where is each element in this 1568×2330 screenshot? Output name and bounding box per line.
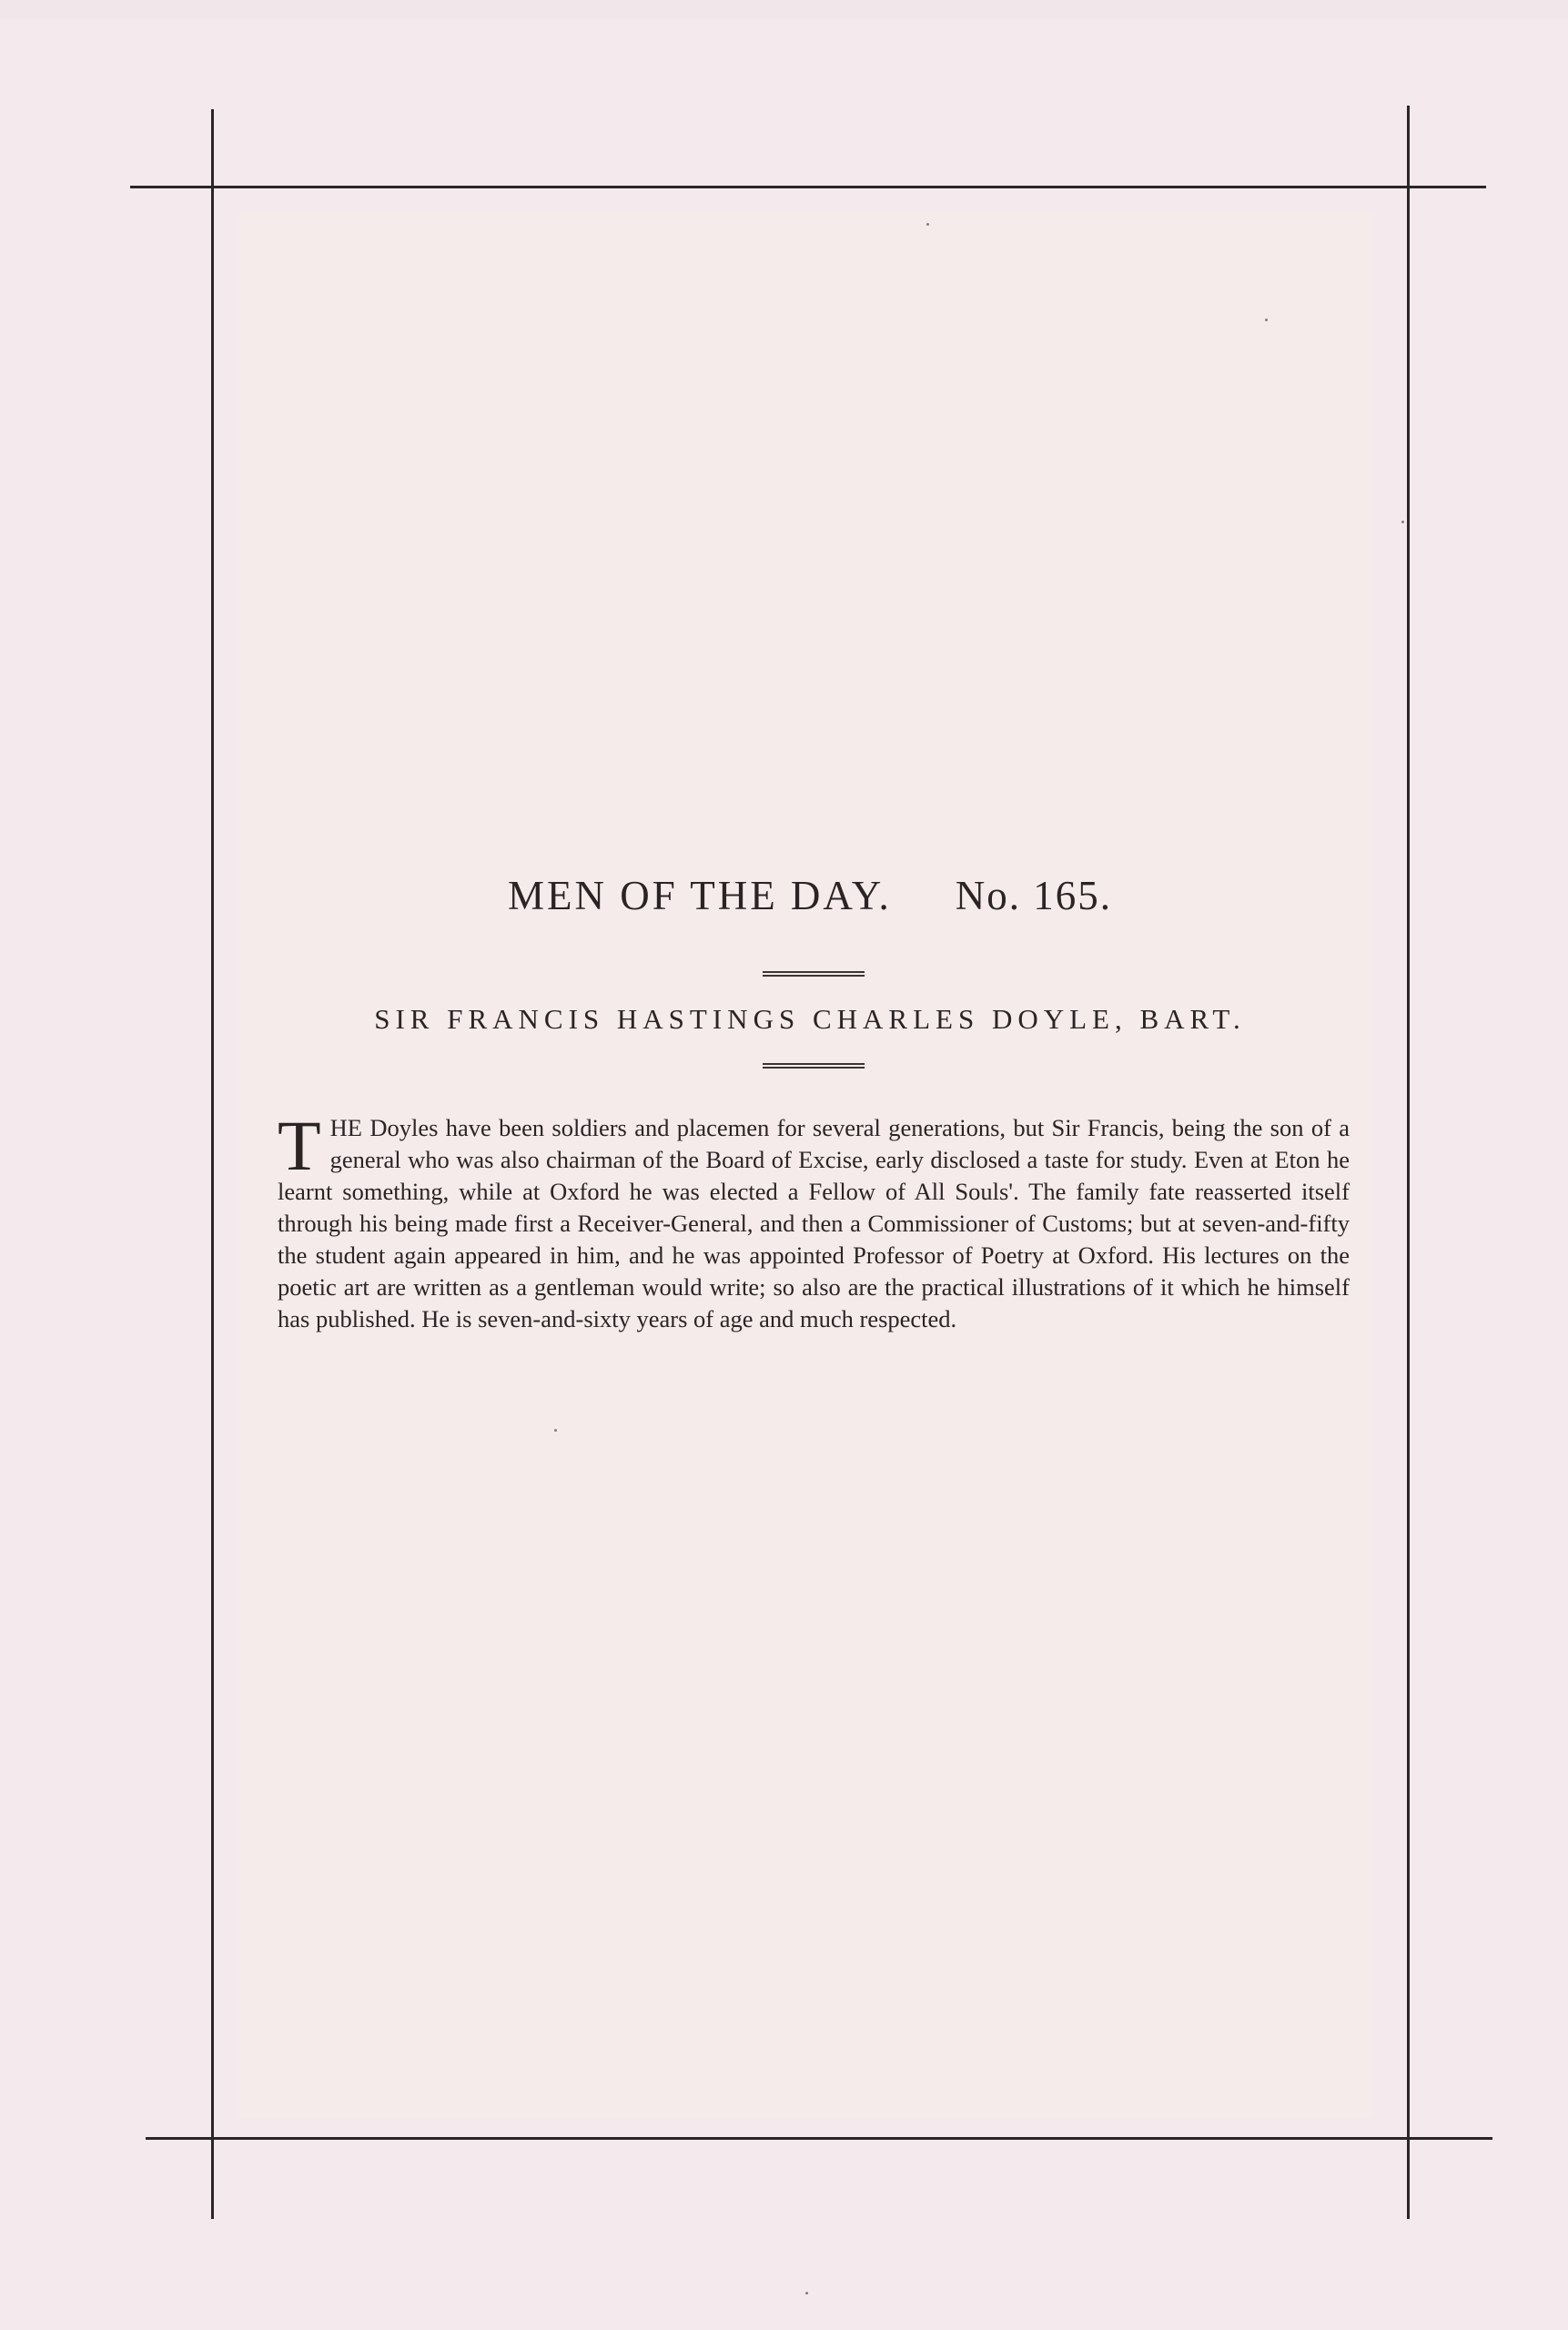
- title-text: MEN OF THE DAY.: [508, 873, 892, 918]
- drop-cap: T: [278, 1106, 321, 1185]
- issue-number: No. 165.: [955, 873, 1112, 918]
- paper-speck: [554, 1429, 557, 1432]
- article-text: HE Doyles have been soldiers and placemen for several generations, but Sir Francis, being the son of a general who was also chairman of the Board of Excise, early disclosed a taste for study. Even at Eton he learnt something, while at Oxford he was elected a Fellow of All Souls'. The family fate reasserted itself through his being made first a Receiver-General, and then a Commissioner of Customs; but at seven-and-fifty the student again appeared in him, and he was appointed Professor of Poetry at Oxford. His lectures on the poetic art are written as a gentleman would write; so also are the practical illustrations of it which he himself has published. He is seven-and-sixty years of age and much respected.: [278, 1114, 1350, 1332]
- title-double-rule: [763, 971, 865, 977]
- paper-speck: [805, 2292, 808, 2295]
- frame-top-rule: [130, 186, 1486, 188]
- subject-name: SIR FRANCIS HASTINGS CHARLES DOYLE, BART.: [374, 1003, 1246, 1035]
- paper-speck: [926, 223, 929, 226]
- frame-left-rule: [211, 109, 214, 2219]
- paper-speck: [1265, 319, 1268, 321]
- frame-bottom-rule: [146, 2137, 1492, 2140]
- subtitle-double-rule: [763, 1063, 865, 1069]
- article-body: [278, 1106, 1350, 1335]
- page-title: [218, 872, 1401, 919]
- paper-speck: [1401, 521, 1404, 523]
- frame-right-rule: [1407, 106, 1410, 2219]
